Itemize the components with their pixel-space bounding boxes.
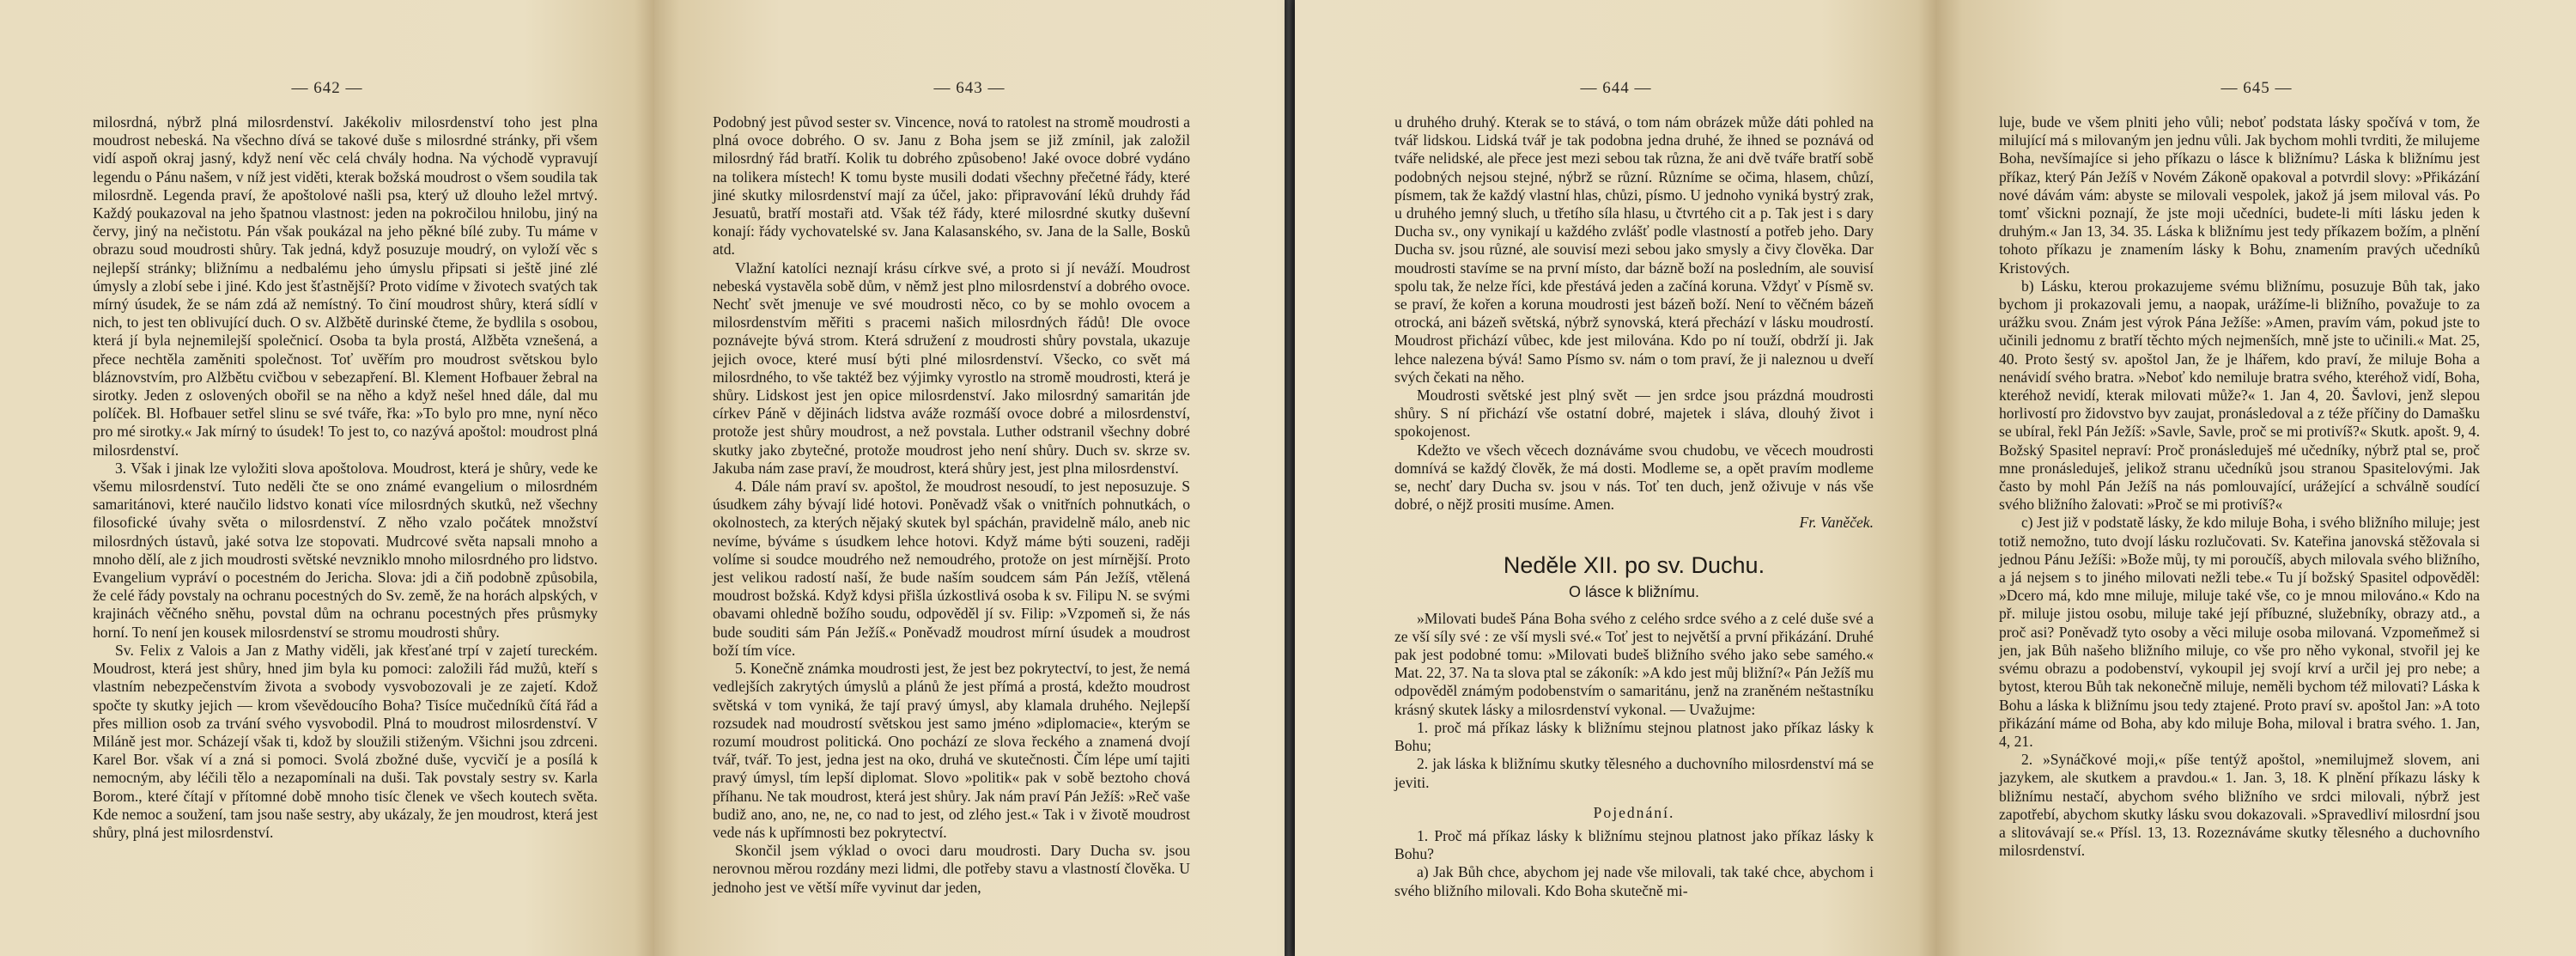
paragraph: luje, bude ve všem plniti jeho vůli; neboť podstata lásky spočívá v tom, že milující má s milovaným jen jednu vůli. Jak bychom mohli tvrditi, že milujeme Boha, nevšímajíce si jeho příkazu o lásce k bližnímu? Láska k bližnímu jest příkaz, který Pán Ježíš v Novém Zákoně opakoval a potvrdil slovy: »Přikázání nové dávám vám: abyste se milovali vespolek, jakož já jsem miloval vás. Po tomť všickni poznají, že jste moji učedníci, budete-li míti lásku jeden k druhým.« Jan 13, 34. 35. Láska k bližnímu jest tedy příkazem božím, a plnění tohoto příkazu je znamením lásky k Bohu, znamením pravých učedníků Kristových.	[1999, 113, 2480, 277]
paragraph: a) Jak Bůh chce, abychom jej nade vše milovali, tak také chce, abychom i svého bližního milovali. Kdo Boha skutečně mi-	[1394, 863, 1874, 899]
sermon-subtitle: O lásce k bližnímu.	[1568, 582, 1700, 600]
page-body	[1394, 113, 1874, 946]
paragraph: 1. Proč má příkaz lásky k bližnímu stejnou platnost jako příkaz lásky k Bohu?	[1394, 826, 1874, 863]
page-body	[93, 113, 598, 946]
paragraph: milosrdná, nýbrž plná milosrdenství. Jakékoliv milosrdenství toho jest plna moudrost nebeská. Na všechno dívá se takové duše s milosrdné stránky, při všem vidí aspoň okraj jasný, když není věc celá chvály hodna. Na východě vypravují legendu o Pánu našem, v níž jest viděti, kterak božská moudrost o všem soudila tak milosrdně. Legenda praví, že apoštolové našli psa, který už dlouho ležel mrtvý. Každý poukazoval na jeho špatnou vlastnost: jeden na pokročilou hnilobu, jiný na červy, jiný na nečistotu. Pán však poukázal na jeho pěkné bílé zuby. Tu máme v obrazu soud moudrosti shůry. Tak jedná, když posuzuje moudrý, on vyloží věc s nejlepší stránky; bližnímu a nedbalému jeho úmyslu připsati si ještě jiné zlé úmysly a zlobí sebe i jiné. Kdo jest šťastnější? Proto vidíme v životech svatých tak mírný úsudek, že se nám zdá až nemístný. To činí moudrost shůry, která sídlí v nich, to jest ten oblivující duch. O sv. Alžbětě durinské čteme, že bydlila s osobou, která jí byla nejnemilejší společnicí. Osoba ta byla prostá, Alžběta vznešená, a přece nechtěla zaměniti společnost. Toť uvěřím pro moudrost světskou bylo bláznovstvím, pro Alžbětu cvičbou v sebezapření. Bl. Klement Hofbauer žebral na sirotky. Jeden z oslovených obořil se na něho a když nešel hned dále, dal mu políček. Bl. Hofbauer setřel slinu se své tváře, řka: »To bylo pro mne, nyní něco pro mé sirotky.« Jak mírný to úsudek! To jest to, co nazývá apoštol: moudrost plná milosrdenství.	[93, 113, 598, 459]
paragraph: 2. jak láska k bližnímu skutky tělesného a duchovního milosrdenství má se jeviti.	[1394, 755, 1874, 791]
spread-gap	[1285, 0, 1293, 956]
paragraph: c) Jest již v podstatě lásky, že kdo miluje Boha, i svého bližního miluje; jest totiž nemožno, tuto dvojí lásku rozlučovati. Sv. Kateřina janovská stěžovala si jednou Pánu Ježíši: »Bože můj, ty mi poroučíš, abych milovala svého bližního, a já nejsem s to jiného milovati nežli tebe.« Tu jí božský Spasitel odpověděl: »Dcero má, kdo mne miluje, miluje také vše, co je mnou milováno.« Kdo na př. miluje jistou osobu, miluje také její příbuzné, služebníky, obrazy atd., a proč asi? Poněvadž tyto osoby a věci miluje osoba milovaná. Vzpomeňmež si jen, jak Bůh našeho bližního miluje, co vše pro něho vykonal, stvořil jej ke svému obrazu a podobenství, vykoupil jej svojí krví a určil jej pro nebe; a bytost, kterou Bůh tak nekonečně miluje, neměli bychom též milovati? Láska k Bohu a láska k bližnímu jsou tedy ztajené. Proto praví sv. apoštol Jan: »A toto přikázání máme od Boha, aby kdo miluje Boha, miloval i bratra svého. 1. Jan, 4, 21.	[1999, 514, 2480, 750]
paragraph: Sv. Felix z Valois a Jan z Mathy viděli, jak křesťané trpí v zajetí tureckém. Moudrost, která jest shůry, hned jim byla ku pomoci: založili řád mužů, kteří s vlastním nebezpečenstvím života a svobody vysvobozovali je ze zajetí. Kdož spočte ty skutky jejich — krom vševědoucího Boha? Tisíce mučedníků čítá řád a přes million osob za trvání svého vysvobodil. Plná to moudrost milosrdenství. V Miláně jest mor. Scházejí však ti, kdož by sloužili stiženým. Všichni jsou zdrceni. Karel Bor. však ví a zná si pomoci. Svolá zbožné duše, vycvičí je a posílá k nemocným, aby léčili tělo a nezapomínali na duši. Tak povstaly sestry sv. Karla Borom., které čítají v přítomné době mnoho tisíc členek ve všech koutech světa. Kde nemoc a soužení, tam jsou naše sestry, aby ukázaly, že jen moudrost, která jest shůry, plná jest milosrdenství.	[93, 641, 598, 841]
paragraph: Moudrosti světské jest plný svět — jen srdce jsou prázdná moudrosti shůry. S ní přichází vše ostatní dobré, majetek i sláva, dlouhý život i spokojenost.	[1394, 387, 1874, 441]
page-644	[1295, 0, 1937, 956]
paragraph: 5. Konečně známka moudrosti jest, že jest bez pokrytectví, to jest, že nemá vedlejších zakrytých úmyslů a plánů že jest přímá a prostá, kdežto moudrost světská v tom vyniká, že tají pravý úmysl, aby klamala druhého. Nejlepší rozsudek nad moudrostí světskou jest samo jméno »diplomacie«, kterým se rozumí moudrost politická. Ono pochází ze slova řeckého a znamená dvojí tvář, tvář. To jest, jedna jest na oko, druhá ve skutečnosti. Čím lépe umí tajiti pravý úmysl, tím lepší diplomat. Slovo »politik« pak v sobě beztoho chová příhanu. Ne tak moudrost, která jest shůry. Jak nám praví Pán Ježíš: »Reč vaše budiž ano, ano, ne, ne, co nad to jest, od zlého jest.« Tak i v životě moudrost vede nás k upřímnosti bez pokrytectví.	[713, 660, 1190, 841]
page-number: — 643 —	[933, 79, 1005, 97]
paragraph: Vlažní katolíci neznají krásu církve své, a proto si jí neváží. Moudrost nebeská vystavěla sobě dům, v němž jest plno milosrdenství a dobrého ovoce. Nechť svět jmenuje ve své moudrosti něco, co by se mohlo ovocem a milosrdenstvím měřiti s pracemi našich milosrdných řádů! Dle ovoce poznávejte bývá strom. Která sdružení z moudrosti shůry povstala, ukazuje jejich ovoce, které musí býti plné milosrdenství. Všecko, co svět má milosrdného, to vše taktéž bez výjimky vyrostlo na stromě moudrosti, která je shůry. Lidskost jest jen opice milosrdenství. Jako milosrdný samaritán jde církev Páně v dějinách lidstva aváže rozmáší ovoce dobré a milosrdenství, protože jest shůry moudrost, a než povstala. Luther odstranil všechny dobré skutky jako zbytečné, protože moudrost jeho není shůry. Duch sv. skrze sv. Jakuba nám zase praví, že moudrost, která shůry jest, jest plna milosrdenství.	[713, 259, 1190, 477]
page-642	[0, 0, 654, 956]
page-number: — 642 —	[291, 79, 363, 97]
book-spread-left	[0, 0, 1285, 956]
paragraph: u druhého druhý. Kterak se to stává, o tom nám obrázek může dáti pohled na tvář lidskou. Lidská tvář je tak podobna jedna druhé, že ihned se poznává od tváře nelidské, ale přece jest mezi sebou tak různa, že ani dvě tváře bratří sobě podobných nejsou stejné, nýbrž se různí. Různíme se očima, hlasem, chůzí, písmem, tak že každý vlastní hlas, chůzi, písmo. U jednoho vyniká bystrý zrak, u druhého jemný sluch, u třetího síla hlasu, u čtvrtého cit a p. Tak jest i s dary Ducha sv., ony vynikají u každého zvlášť podle vlastností a potřeb jeho. Dary Ducha sv. jsou různé, ale souvisí mezi sebou jako smysly a čivy člověka. Dar moudrosti stavíme se na první místo, dar bázně boží na posledním, ale souvisí spolu tak, že nelze říci, kde přestává jeden a začíná koruna. Vždyť v Písmě sv. se praví, že kořen a koruna moudrosti jest bázeň boží. Není to věčném bázeň otrocká, ani bázeň světská, nýbrž synovská, která přechází v lásku moudrostí. Moudrost přichází vůbec, kde jest milována. Kdo po ní touží, obdrží ji. Jak lehce nalezena bývá! Samo Písmo sv. nám o tom praví, že ji naleznou u dveří svých čekati na něho.	[1394, 113, 1874, 386]
paragraph: Podobný jest původ sester sv. Vincence, nová to ratolest na stromě moudrosti a plná ovoce dobrého. O sv. Janu z Boha jsem se již zmínil, jak založil milosrdný řád bratří. Kolik tu dobrého způsobeno! Jaké ovoce dobré vydáno na tolikera místech! K tomu byste musili dodati všechny přečetné řády, které jiné skutky milosrdenství mají za účel, jako: připravování léků druhdy řád Jesuatů, bratří mostaři atd. Však též řády, které milosrdné skutky duševní konají: řády vychovatelské sv. Jana Kalasanského, sv. Jana de la Salle, Bosků atd.	[713, 113, 1190, 259]
paragraph: 4. Dále nám praví sv. apoštol, že moudrost nesoudí, to jest neposuzuje. S úsudkem záhy bývají lidé hotovi. Poněvadž však o vnitřních pohnutkách, o okolnostech, za kterých nějaký skutek byl spáchán, pravidelně málo, aneb nic nevíme, býváme s úsudkem lehce hotovi. Když máme býti souzeni, raději volíme si soudce moudrého než nemoudrého, protože on jest mírnější. Proto jest velikou radostí naší, že bude naším soudcem sám Pán Ježíš, vtělená moudrost božská. Když kdysi přišla úzkostlivá osoba k sv. Filipu N. se svými obavami ohledně božího soudu, odpověděl jí sv. Filip: »Vzpomeň si, že nás bude souditi sám Pán Ježíš.« Poněvadž moudrost mírní úsudek a moudrost boží tím více.	[713, 478, 1190, 659]
paragraph: 2. »Synáčkové moji,« píše tentýž apoštol, »nemilujmež slovem, ani jazykem, ale skutkem a pravdou.« 1. Jan. 3, 18. K plnění příkazu lásky k bližnímu nestačí, abychom svého bližního ve srdci milovali, nýbrž jest zapotřebí, abychom skutky lásku svou dokazovali. »Spravedliví milosrdní jsou a slitovávají se.« Přísl. 13, 13. Rozeznáváme skutky tělesného a duchovního milosrdenství.	[1999, 751, 2480, 860]
author-signature: Fr. Vaněček.	[1799, 514, 1874, 532]
page-645	[1937, 0, 2576, 956]
page-body	[1999, 113, 2480, 946]
page-number: — 644 —	[1580, 79, 1652, 97]
paragraph: b) Lásku, kterou prokazujeme svému bližnímu, posuzuje Bůh tak, jako bychom ji prokazovali jemu, a naopak, urážíme-li bližního, považuje to za urážku svou. Znám jest výrok Pána Ježíše: »Amen, pravím vám, pokud jste to učinili jednomu z bratří těchto mých nejmenších, mně jste to učinili.« Mat. 25, 40. Proto šestý sv. apoštol Jan, že je lhářem, kdo praví, že miluje Boha a nenávidí svého bratra. »Neboť kdo nemiluje bratra svého, kteréhož vidí, Boha, kteréhož nevidí, kterak milovati může?« 1. Jan 4, 20. Šavlovi, jenž slepou horlivostí pro židovstvo byv zaujat, pronásledoval a z téže příčiny do Damašku se ubíral, řekl Pán Ježíš: »Savle, Savle, proč se mi protivíš?« Skutk. apošt. 9, 4. Božský Spasitel nepraví: Proč pronásleduješ mé učedníky, nýbrž ptal se, proč mne pronásleduješ, jelikož stranu učedníků jsou stranou Spasitelovými. Jak často by mohl Pán Ježíš na nás pomlouvající, urážející a schválně soudící svého bližního žalovati: »Proč se mi protivíš?«	[1999, 277, 2480, 514]
sermon-title: Neděle XII. po sv. Duchu.	[1503, 551, 1765, 578]
page-body	[713, 113, 1190, 946]
book-spread-right	[1295, 0, 2576, 956]
page-number: — 645 —	[2221, 79, 2293, 97]
paragraph: 1. proč má příkaz lásky k bližnímu stejnou platnost jako příkaz lásky k Bohu;	[1394, 718, 1874, 755]
paragraph: Skončil jsem výklad o ovoci daru moudrosti. Dary Ducha sv. jsou nerovnou měrou rozdány mezi lidmi, dle potřeby stavu a vlastností člověka. U jednoho jest ve větší míře vyvinut dar jeden,	[713, 842, 1190, 896]
paragraph: Kdežto ve všech věcech doznáváme svou chudobu, ve věcech moudrosti domnívá se každý člověk, že má dosti. Modleme se, a opět pravím modleme se, nechť dary Ducha sv. jsou v nás. Toť ten duch, jenž oživuje v nás vše dobré, o nějž prositi musíme. Amen.	[1394, 441, 1874, 514]
paragraph: »Milovati budeš Pána Boha svého z celého srdce svého a z celé duše své a ze vší síly své : ze vší mysli své.« Toť jest to největší a první přikázání. Druhé pak jest podobné tomu: »Milovati budeš bližního svého jako sebe samého.« Mat. 22, 37. Na ta slova ptal se zákoník: »A kdo jest můj bližní?« Pán Ježíš mu odpověděl známým podobenstvím o samaritánu, jenž na zraněném neštastníku krásný skutek lásky a milosrdenství vykonal. — Uvažujme:	[1394, 609, 1874, 718]
section-heading: Pojednání.	[1593, 803, 1675, 821]
paragraph: 3. Však i jinak lze vyložiti slova apoštolova. Moudrost, která je shůry, vede ke všemu milosrdenství. Tuto neděli čte se ono známé evangelium o milosrdném samaritánovi, které naučilo lidstvo konati více milosrdných skutků, než všechny filosofické úvahy světa o milosrdenství. Z něho vzalo počátek množství milosrdných ústavů, jaké sotva lze stopovati. Mudrcové světa napsali mnoho a mnoho dělí, ale z jich moudrosti světské nevzniklo mnoho milosrdného pro lidstvo. Evangelium vypráví o pocestném do Jericha. Slova: jdi a čiň podobně způsobila, že celé řády povstaly na ochranu pocestných do Sv. země, že na horách alpských, v krajinách věčného sněhu, povstal dům na ochranu pocestných přes průsmyky horní. To není jen kousek milosrdenství se stromu moudrosti shůry.	[93, 459, 598, 641]
page-643	[654, 0, 1285, 956]
